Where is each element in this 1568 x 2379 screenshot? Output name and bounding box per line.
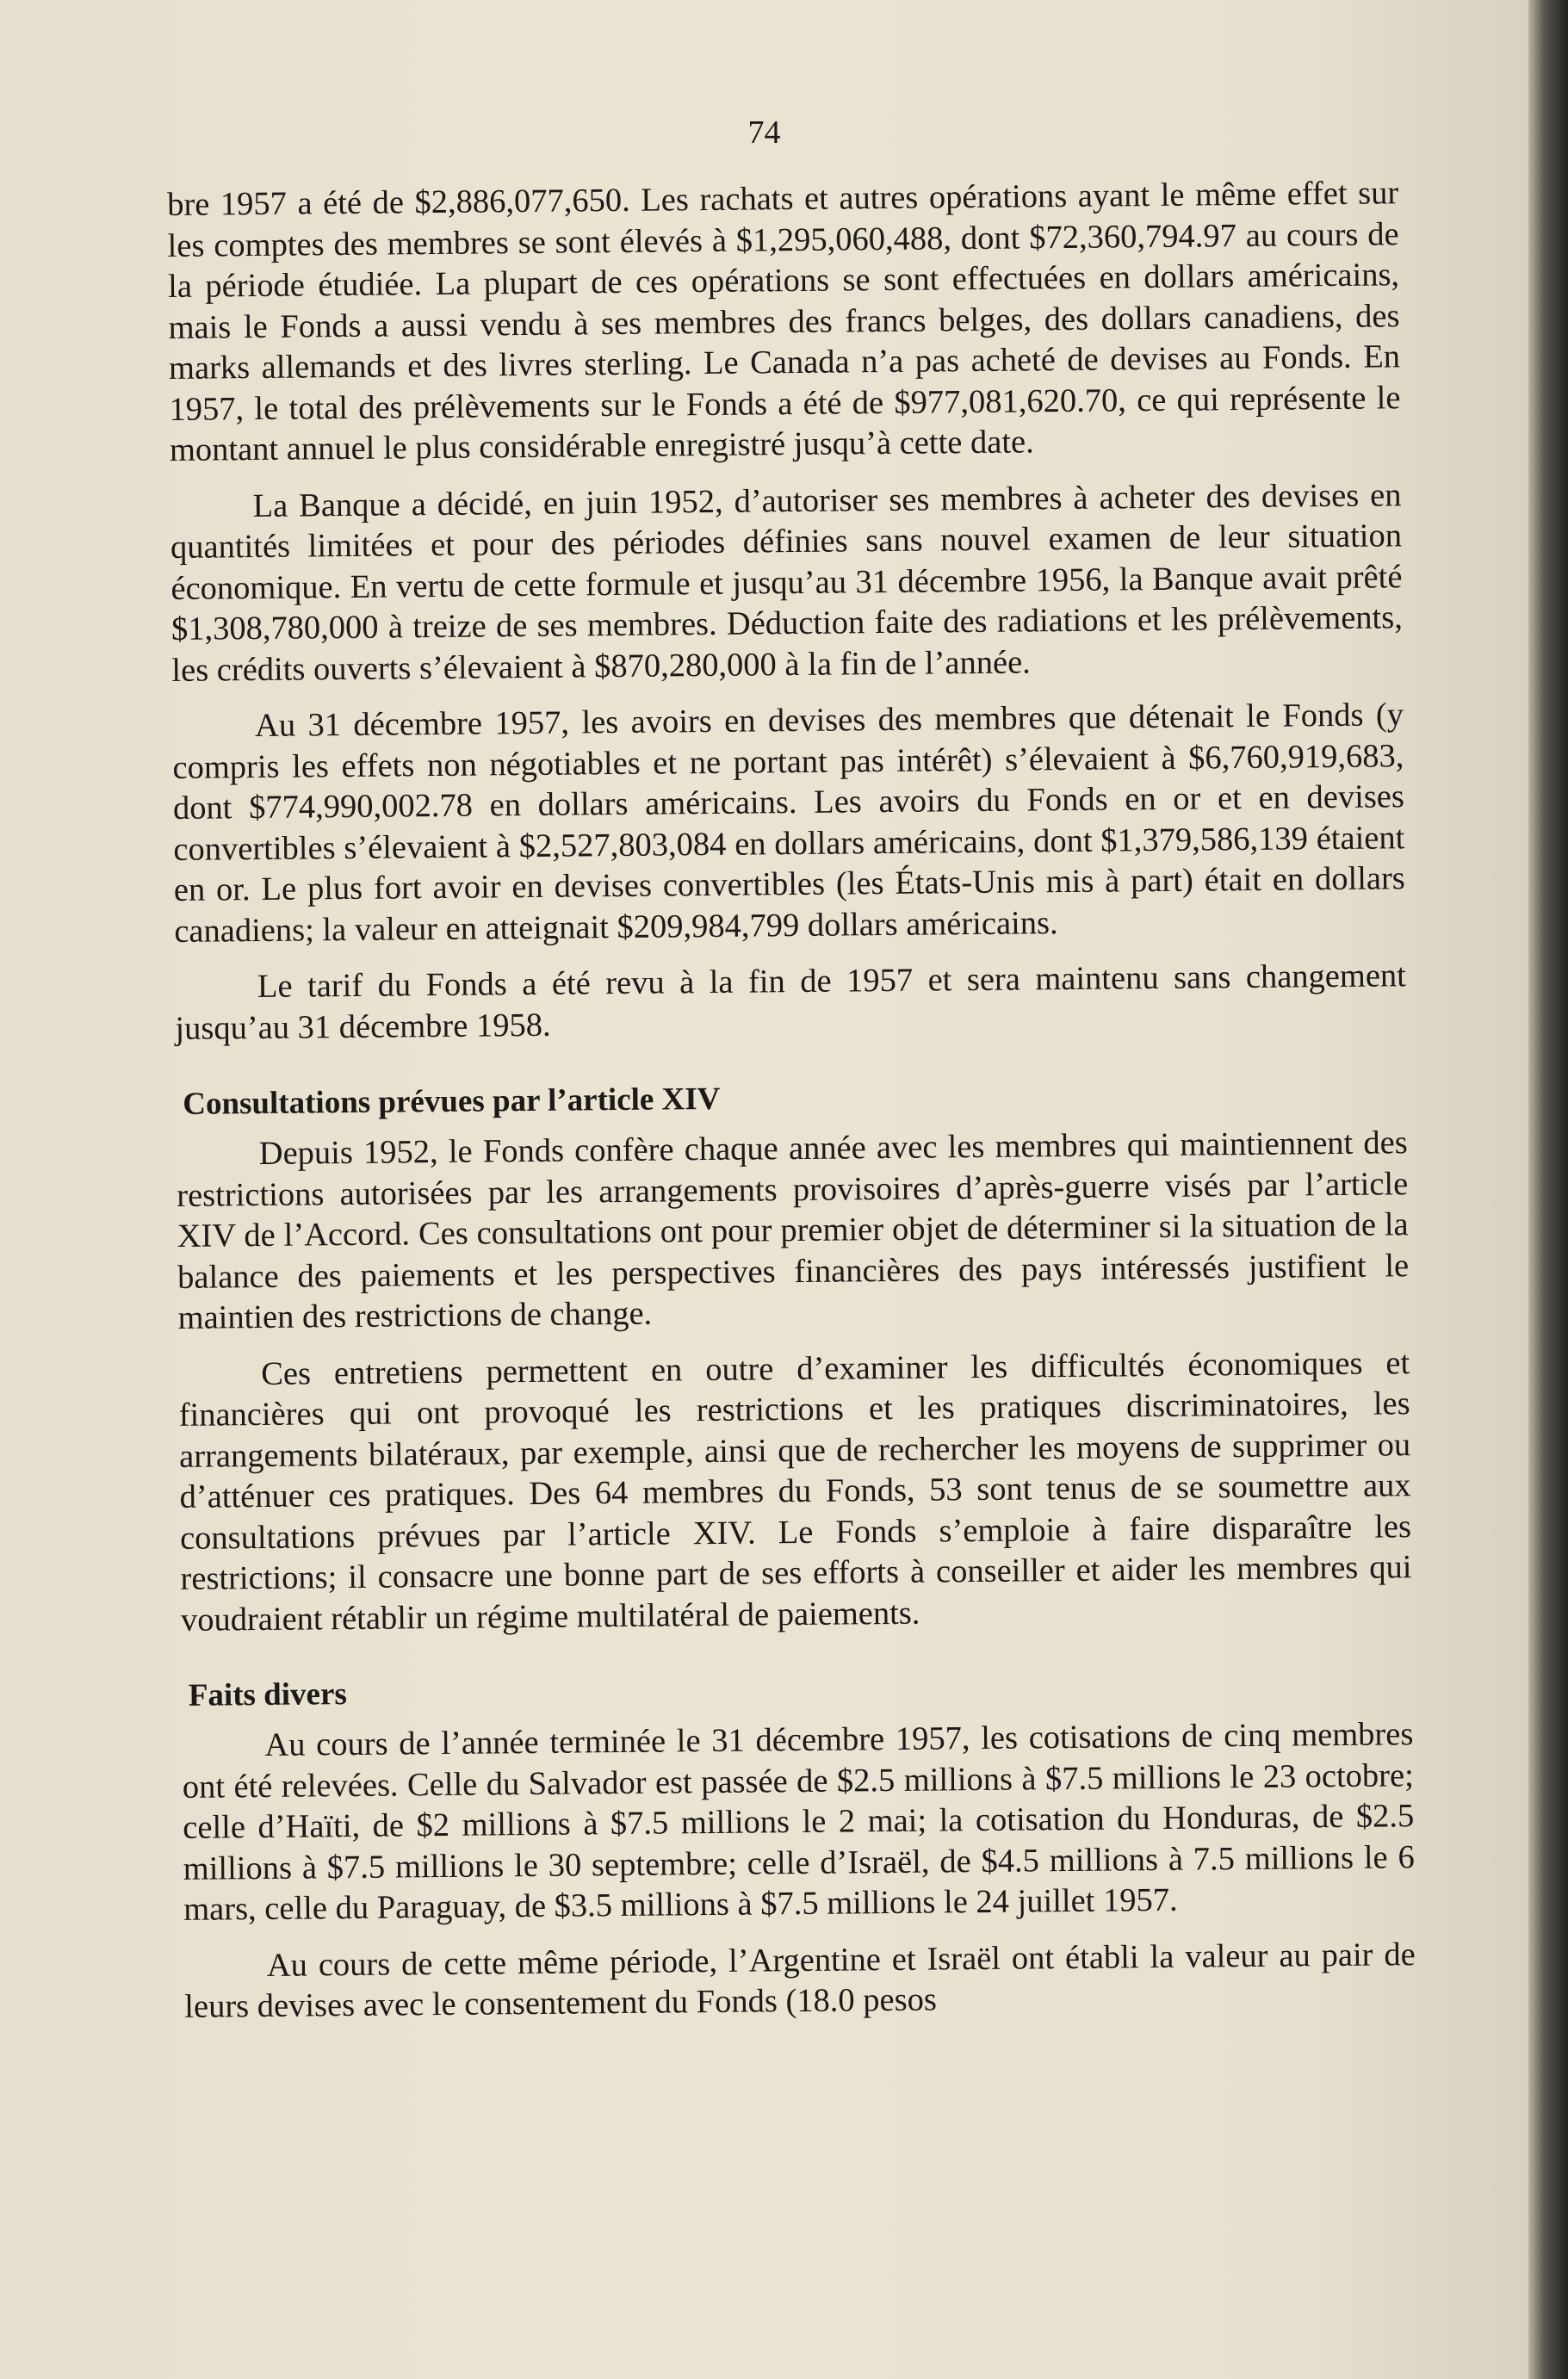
section-heading-consultations: Consultations prévues par l’article XIV <box>183 1081 721 1122</box>
paragraph: Au cours de cette même période, l’Argentine et Israël ont établi la valeur au pair de leurs devises avec le consentement du Fonds (18.0 pesos <box>184 1936 1416 2025</box>
page-number: 74 <box>747 115 781 151</box>
paragraph: Au 31 décembre 1957, les avoirs en devises des membres que détenait le Fonds (y compris les effets non négotiables et ne portant pas intérêt) s’élevaient à $6,760,919,683, dont $774,990,002.78 en dollars américains. Les avoirs du Fonds en or et en devises convertibles s’élevaient à $2,527,803,084 en dollars américains, dont $1,379,586,139 étaient en or. Le plus fort avoir en devises convertibles (les États-Unis mis à part) était en dollars canadiens; la valeur en atteignait $209,984,799 dollars américains. <box>172 697 1405 950</box>
scan-page-edge <box>1528 0 1568 2379</box>
paragraph: Depuis 1952, le Fonds confère chaque année avec les membres qui maintiennent des restrictions autorisées par les arrangements provisoires d’après-guerre visés par l’article XIV de l’Accord. Ces consultations ont pour premier objet de déterminer si la situation de la balance des paiements et les perspectives financières des pays intéressés justifient le maintien des restrictions de change. <box>177 1124 1410 1336</box>
paragraph: Au cours de l’année terminée le 31 décembre 1957, les cotisations de cinq membres ont été relevées. Celle du Salvador est passée de $2.5 millions à $7.5 millions le 23 octobre; celle d’Haïti, de $2 millions à $7.5 millions le 2 mai; la cotisation du Honduras, de $2.5 millions à $7.5 millions le 30 septembre; celle d’Israël, de $4.5 millions à 7.5 millions le 6 mars, celle du Paraguay, de $3.5 millions à $7.5 millions le 24 juillet 1957. <box>182 1716 1415 1928</box>
paragraph: La Banque a décidé, en juin 1952, d’autoriser ses membres à acheter des devises en quantités limitées et pour des périodes définies sans nouvel examen de leur situation économique. En vertu de cette formule et jusqu’au 31 décembre 1956, la Banque avait prêté $1,308,780,000 à treize de ses membres. Déduction faite des radiations et les prélèvements, les crédits ouverts s’élevaient à $870,280,000 à la fin de l’année. <box>170 476 1404 689</box>
section-heading-faits-divers: Faits divers <box>188 1676 347 1713</box>
paragraph: Ces entretiens permettent en outre d’examiner les difficultés économiques et financières qui ont provoqué les restrictions et les pratiques discriminatoires, les arrangements bilatéraux, par exemple, ainsi que de rechercher les moyens de supprimer ou d’atténuer ces pratiques. Des 64 membres du Fonds, 53 sont tenus de se soumettre aux consultations prévues par l’article XIV. Le Fonds s’emploie à faire disparaître les restrictions; il consacre une bonne part de ses efforts à conseiller et aider les membres qui voudraient rétablir un régime multilatéral de paiements. <box>178 1344 1412 1639</box>
paragraph-continuation: bre 1957 a été de $2,886,077,650. Les rachats et autres opérations ayant le même effet sur les comptes des membres se sont élevés à $1,295,060,488, dont $72,360,794.97 au cours de la période étudiée. La plupart de ces opérations se sont effectuées en dollars américains, mais le Fonds a aussi vendu à ses membres des francs belges, des dollars canadiens, des marks allemands et des livres sterling. Le Canada n’a pas acheté de devises au Fonds. En 1957, le total des prélèvements sur le Fonds a été de $977,081,620.70, ce qui représente le montant annuel le plus considérable enregistré jusqu’à cette date. <box>167 175 1401 468</box>
paragraph: Le tarif du Fonds a été revu à la fin de 1957 et sera maintenu sans changement jusqu’au 31 décembre 1958. <box>175 957 1407 1047</box>
body-text <box>167 173 1416 2043</box>
